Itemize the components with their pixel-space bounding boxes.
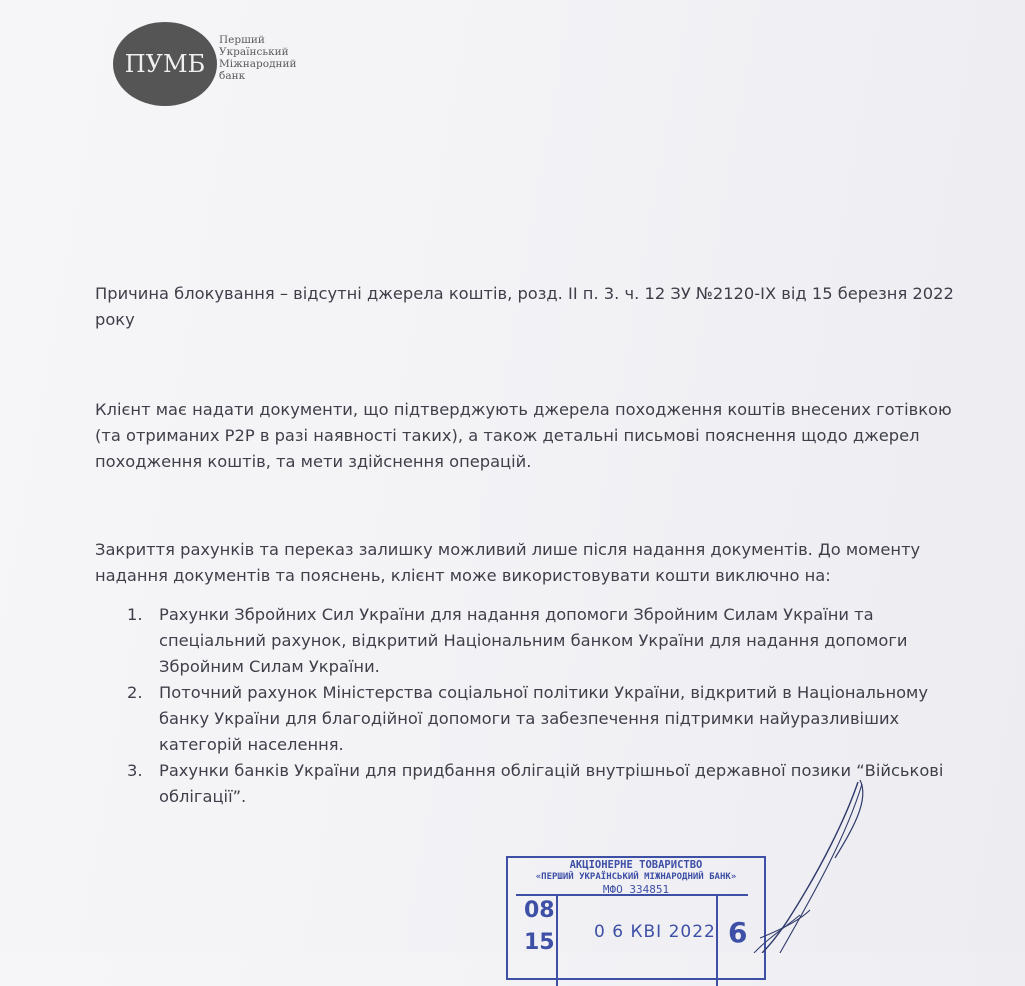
blocking-reason-paragraph [95,281,954,333]
bank-logo-name [219,34,329,82]
list-item-line: Збройним Силам України. [159,657,380,676]
list-item-line: спеціальний рахунок, відкритий Національним банком України для надання допомоги [159,631,908,650]
stamp-divider [556,896,558,986]
list-item-number: 3. [127,761,143,780]
paragraph-line: Клієнт має надати документи, що підтверджують джерела походження коштів внесених готівкою [95,400,952,419]
list-item-line: категорій населення. [159,735,344,754]
stamp-time-top: 08 [524,898,555,923]
list-item-line: Рахунки банків України для придбання облігацій внутрішньої державної позики “Військові [159,761,944,780]
paragraph-line: походження коштів, та мети здійснення операцій. [95,452,532,471]
logo-name-line: Український [219,46,289,58]
stamp-date: 0 6 КВІ 2022 [594,922,716,942]
list-item-line: Рахунки Збройних Сил України для надання допомоги Збройним Силам України та [159,605,874,624]
logo-name-line: Міжнародний [219,58,297,70]
client-requirement-paragraph [95,397,952,475]
stamp-time-bottom: 15 [524,930,555,955]
logo-name-line: Перший [219,34,265,46]
paragraph-line: року [95,310,135,329]
account-closure-paragraph [95,537,920,589]
stamp-number: 6 [728,916,748,949]
list-item [95,602,943,680]
paragraph-line: Закриття рахунків та переказ залишку можливий лише після надання документів. До моменту [95,540,921,559]
logo-name-line: банк [219,70,246,82]
paragraph-line: Причина блокування – відсутні джерела коштів, розд. ІІ п. 3. ч. 12 ЗУ №2120-ІХ від 15 березня 2022 [95,284,954,303]
stamp-line-bank-name: «ПЕРШИЙ УКРАЇНСЬКИЙ МІЖНАРОДНИЙ БАНК» [535,872,737,882]
bank-stamp [506,856,766,980]
handwritten-signature [740,760,970,953]
paragraph-line: надання документів та пояснень, клієнт може використовувати кошти виключно на: [95,566,831,585]
paragraph-line: (та отриманих P2P в разі наявності таких), а також детальні письмові пояснення щодо джерел [95,426,920,445]
stamp-date-box [516,894,748,986]
list-item [95,680,943,758]
logo-mark-text: ПУМБ [124,50,206,78]
stamp-line-company-type: АКЦІОНЕРНЕ ТОВАРИСТВО [569,859,703,871]
list-item-number: 2. [127,683,143,702]
list-item-line: облігації”. [159,787,247,806]
stamp-divider [716,896,718,986]
list-item-line: Поточний рахунок Міністерства соціальної політики України, відкритий в Національному [159,683,928,702]
list-item-line: банку України для благодійної допомоги та забезпечення підтримки найуразливіших [159,709,900,728]
list-item-number: 1. [127,605,143,624]
bank-logo-mark [113,22,217,106]
stamp-line-mfo: МФО 334851 [602,883,670,896]
